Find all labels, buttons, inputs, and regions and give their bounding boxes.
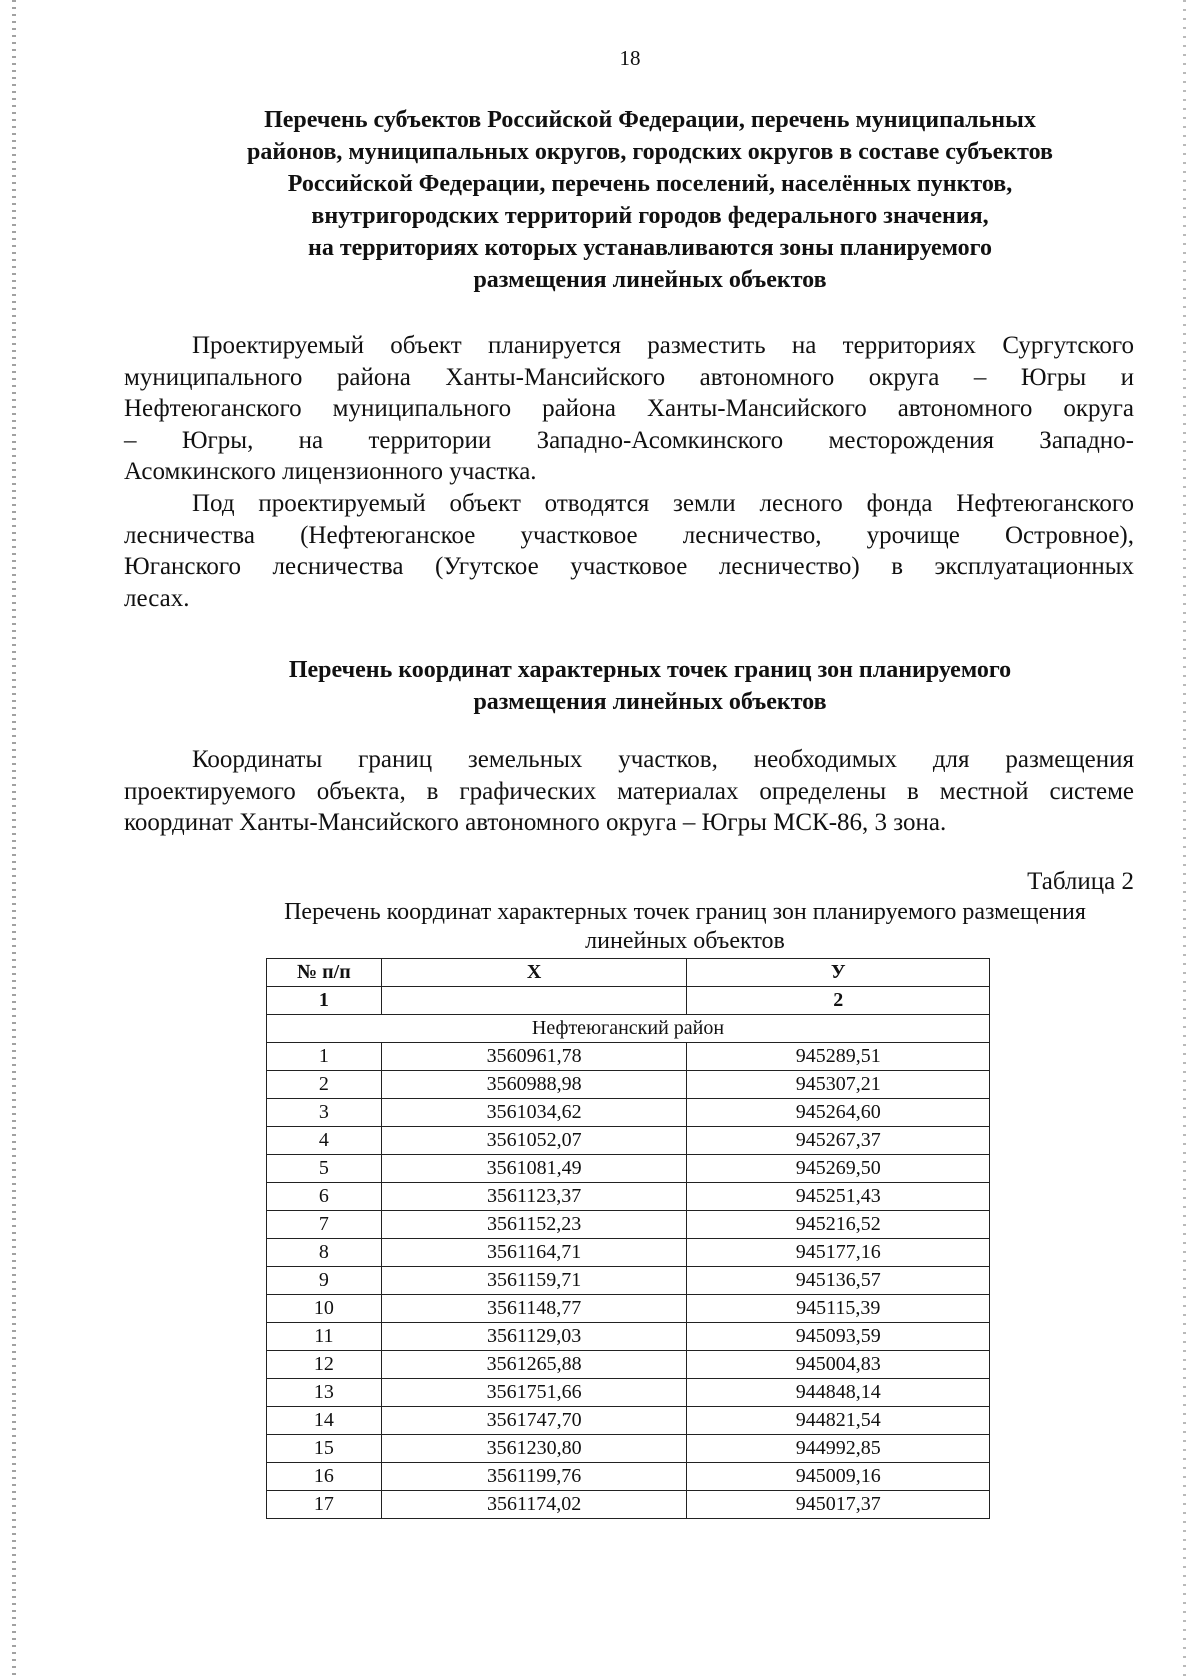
table-row (267, 1407, 990, 1435)
heading-line: Российской Федерации, перечень поселений, населённых пунктов, (287, 171, 1013, 197)
table-body (267, 987, 990, 1519)
table-title-line: линейных объектов (585, 928, 785, 954)
x-coordinate-cell: 3561199,76 (381, 1463, 687, 1491)
paragraph-line: – Югры, на территории Западно-Асомкинского месторождения Западно- (124, 426, 1134, 454)
y-coordinate-cell: 945115,39 (687, 1295, 990, 1323)
heading-line: районов, муниципальных округов, городских округов в составе субъектов (247, 139, 1053, 165)
point-number-cell: 12 (267, 1351, 382, 1379)
scan-edge-left (12, 0, 16, 1678)
x-coordinate-cell: 3561265,88 (381, 1351, 687, 1379)
point-number-cell: 14 (267, 1407, 382, 1435)
x-coordinate-cell: 3561129,03 (381, 1323, 687, 1351)
heading-line: Перечень субъектов Российской Федерации, перечень муниципальных (264, 107, 1036, 133)
y-coordinate-cell: 944848,14 (687, 1379, 990, 1407)
point-number-cell: 1 (267, 1043, 382, 1071)
paragraph-line: муниципального района Ханты-Мансийского автономного округа – Югры и (124, 363, 1134, 391)
header-x: Х (381, 959, 687, 987)
table-row (267, 1071, 990, 1099)
column-numbering-row (267, 987, 990, 1015)
table-row (267, 1435, 990, 1463)
table-row (267, 1239, 990, 1267)
coordinates-table (266, 958, 990, 1519)
x-coordinate-cell: 3561148,77 (381, 1295, 687, 1323)
paragraph-line: Асомкинского лицензионного участка. (124, 458, 537, 485)
table-header-row (267, 959, 990, 987)
y-coordinate-cell: 945093,59 (687, 1323, 990, 1351)
x-coordinate-cell: 3561034,62 (381, 1099, 687, 1127)
heading-line: внутригородских территорий городов федерального значения, (311, 203, 989, 229)
table-row (267, 1183, 990, 1211)
point-number-cell: 5 (267, 1155, 382, 1183)
point-number-cell: 2 (267, 1071, 382, 1099)
x-coordinate-cell: 3561747,70 (381, 1407, 687, 1435)
point-number-cell: 3 (267, 1099, 382, 1127)
table-row (267, 1211, 990, 1239)
y-coordinate-cell: 945269,50 (687, 1155, 990, 1183)
x-coordinate-cell: 3561174,02 (381, 1491, 687, 1519)
section-title: Нефтеюганский район (267, 1015, 990, 1043)
point-number-cell: 11 (267, 1323, 382, 1351)
table-row (267, 1155, 990, 1183)
header-y: У (687, 959, 990, 987)
x-coordinate-cell: 3561052,07 (381, 1127, 687, 1155)
y-coordinate-cell: 944992,85 (687, 1435, 990, 1463)
table-row (267, 1099, 990, 1127)
table-row (267, 1127, 990, 1155)
table-row (267, 1379, 990, 1407)
point-number-cell: 16 (267, 1463, 382, 1491)
x-coordinate-cell: 3561159,71 (381, 1267, 687, 1295)
y-coordinate-cell: 945177,16 (687, 1239, 990, 1267)
y-coordinate-cell: 945004,83 (687, 1351, 990, 1379)
y-coordinate-cell: 945289,51 (687, 1043, 990, 1071)
column-number: 1 (267, 987, 382, 1015)
point-number-cell: 4 (267, 1127, 382, 1155)
y-coordinate-cell: 945307,21 (687, 1071, 990, 1099)
table-title (0, 898, 1200, 956)
table-caption: Таблица 2 (1027, 868, 1134, 895)
paragraph-object-location (124, 330, 1134, 488)
heading-line: размещения линейных объектов (473, 267, 827, 293)
point-number-cell: 6 (267, 1183, 382, 1211)
x-coordinate-cell: 3560961,78 (381, 1043, 687, 1071)
table-row (267, 1323, 990, 1351)
table-row (267, 1491, 990, 1519)
paragraph-line: проектируемого объекта, в графических материалах определены в местной системе (124, 777, 1134, 805)
column-number: 2 (687, 987, 990, 1015)
point-number-cell: 17 (267, 1491, 382, 1519)
column-number (381, 987, 687, 1015)
point-number-cell: 8 (267, 1239, 382, 1267)
x-coordinate-cell: 3561152,23 (381, 1211, 687, 1239)
heading-line: на территориях которых устанавливаются зоны планируемого (308, 235, 992, 261)
paragraph-line: лесничества (Нефтеюганское участковое лесничество, урочище Островное), (124, 521, 1134, 549)
paragraph-line: Под проектируемый объект отводятся земли лесного фонда Нефтеюганского (192, 490, 1134, 517)
heading-line: размещения линейных объектов (473, 689, 827, 715)
y-coordinate-cell: 945251,43 (687, 1183, 990, 1211)
y-coordinate-cell: 945017,37 (687, 1491, 990, 1519)
x-coordinate-cell: 3561164,71 (381, 1239, 687, 1267)
y-coordinate-cell: 944821,54 (687, 1407, 990, 1435)
paragraph-line: Проектируемый объект планируется разместить на территориях Сургутского (192, 332, 1134, 359)
heading-coordinates-list (150, 654, 1150, 718)
paragraph-line: Координаты границ земельных участков, необходимых для размещения (192, 746, 1134, 773)
point-number-cell: 10 (267, 1295, 382, 1323)
table-row (267, 1351, 990, 1379)
x-coordinate-cell: 3560988,98 (381, 1071, 687, 1099)
table-row (267, 1267, 990, 1295)
x-coordinate-cell: 3561123,37 (381, 1183, 687, 1211)
point-number-cell: 15 (267, 1435, 382, 1463)
point-number-cell: 13 (267, 1379, 382, 1407)
y-coordinate-cell: 945267,37 (687, 1127, 990, 1155)
point-number-cell: 7 (267, 1211, 382, 1239)
scan-edge-right (1183, 0, 1186, 1678)
table-row (267, 1043, 990, 1071)
x-coordinate-cell: 3561751,66 (381, 1379, 687, 1407)
y-coordinate-cell: 945009,16 (687, 1463, 990, 1491)
table-row (267, 1295, 990, 1323)
y-coordinate-cell: 945136,57 (687, 1267, 990, 1295)
paragraph-line: координат Ханты-Мансийского автономного округа – Югры МСК-86, 3 зона. (124, 809, 947, 836)
paragraph-forest-lands (124, 488, 1134, 614)
paragraph-coordinate-system (124, 744, 1134, 839)
table-row (267, 1463, 990, 1491)
header-number: № п/п (267, 959, 382, 987)
paragraph-line: лесах. (124, 584, 190, 612)
page-number: 18 (619, 46, 641, 70)
paragraph-line: Нефтеюганского муниципального района Ханты-Мансийского автономного округа (124, 395, 1134, 422)
point-number-cell: 9 (267, 1267, 382, 1295)
paragraph-line: Юганского лесничества (Угутское участковое лесничество) в эксплуатационных (124, 553, 1134, 580)
heading-subjects-list (150, 104, 1150, 296)
x-coordinate-cell: 3561230,80 (381, 1435, 687, 1463)
x-coordinate-cell: 3561081,49 (381, 1155, 687, 1183)
section-row (267, 1015, 990, 1043)
heading-line: Перечень координат характерных точек границ зон планируемого (288, 657, 1012, 683)
table-title-line: Перечень координат характерных точек границ зон планируемого размещения (284, 899, 1086, 925)
y-coordinate-cell: 945216,52 (687, 1211, 990, 1239)
y-coordinate-cell: 945264,60 (687, 1099, 990, 1127)
